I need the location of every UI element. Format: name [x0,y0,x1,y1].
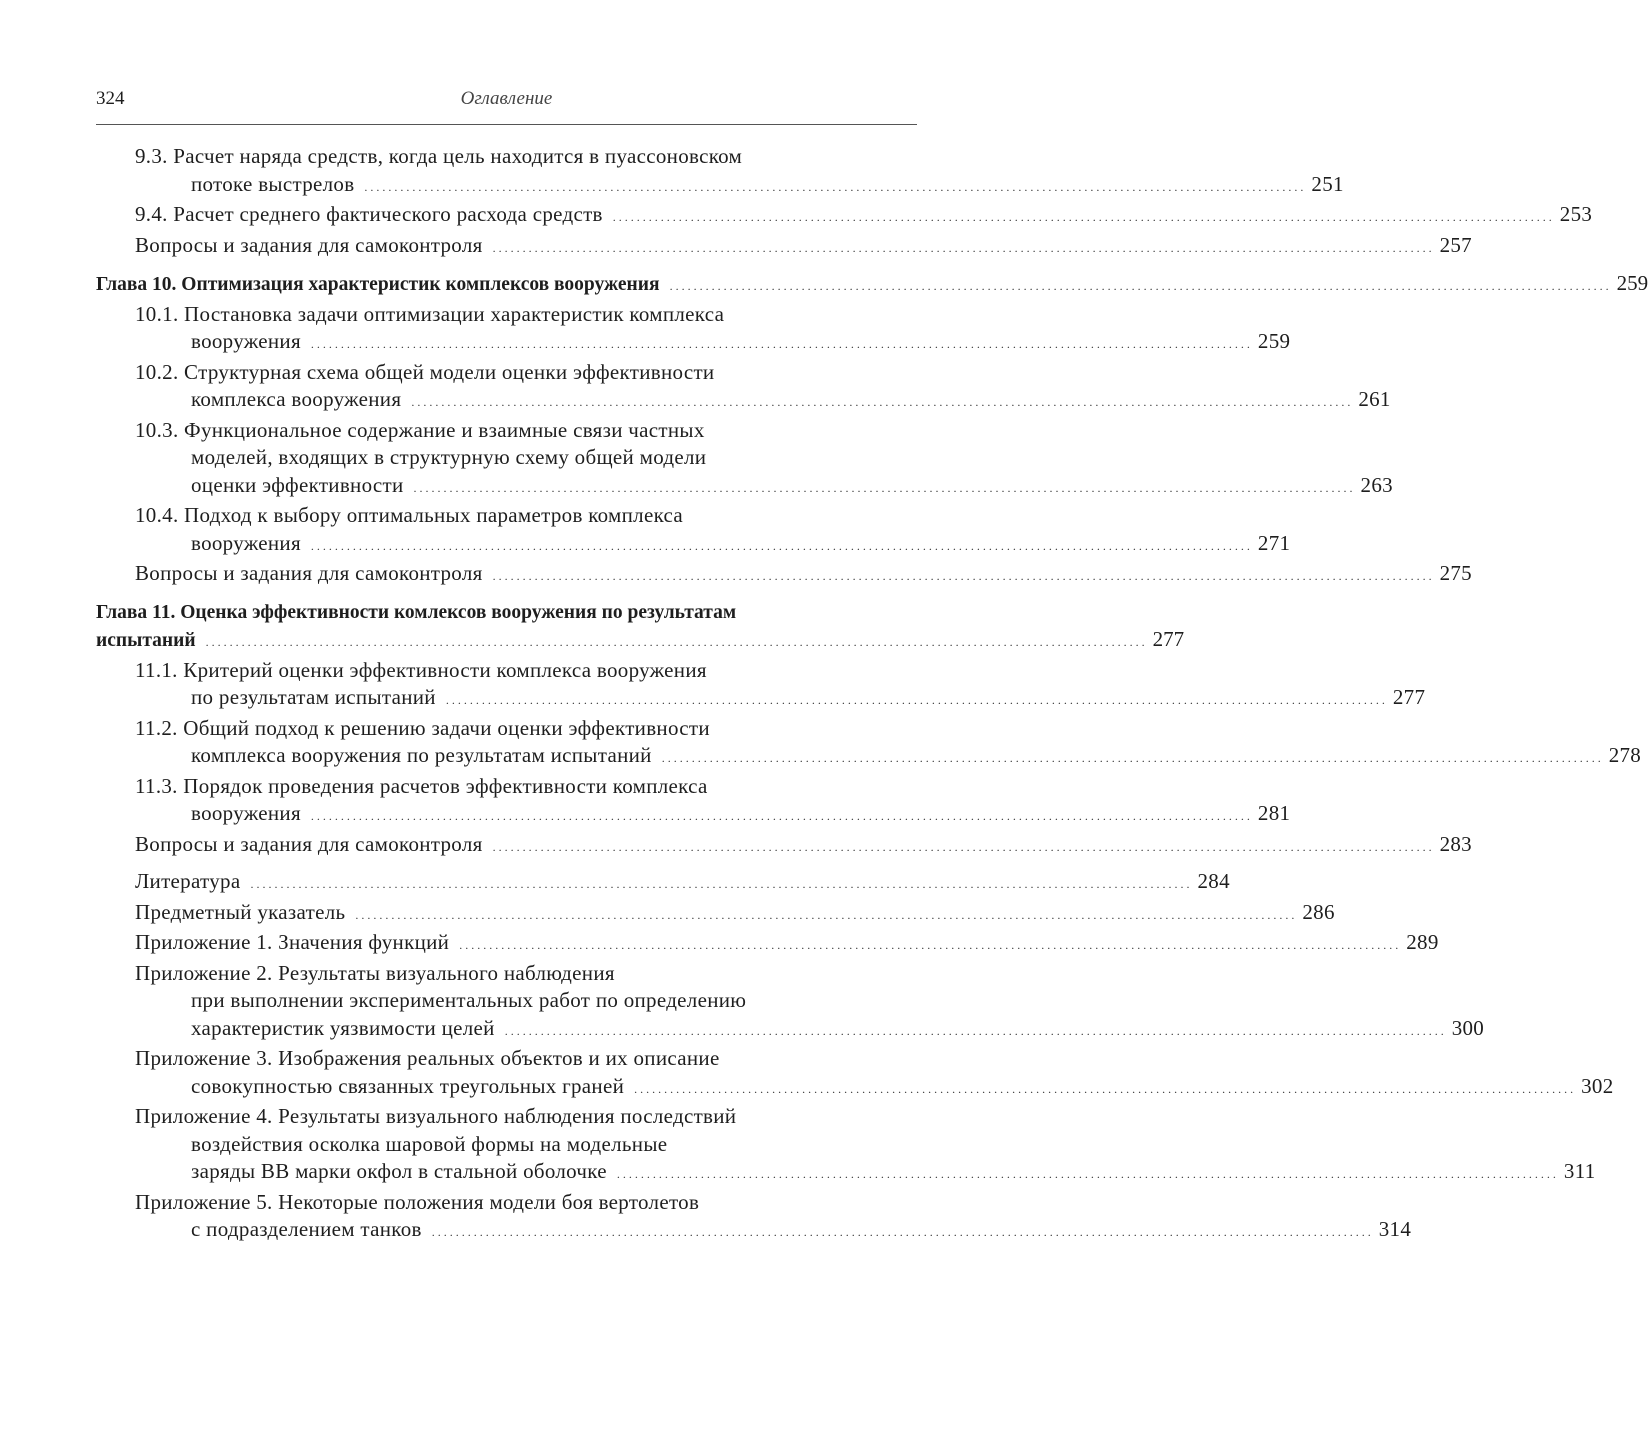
toc-line: Приложение 3. Изображения реальных объектов и их описание [135,1046,720,1070]
toc-entry-title: по результатам испытаний [191,685,436,709]
toc-entry-title: заряды ВВ марки окфол в стальной оболочке [191,1159,607,1183]
toc-page-number: 261 [1358,387,1391,411]
toc-line: Приложение 4. Результаты визуального наблюдения последствий [135,1104,737,1128]
toc-line [135,201,1593,232]
toc-entry[interactable] [96,831,1472,862]
toc-line: Глава 11. Оценка эффективности комлексов вооружения по результатам [96,601,737,623]
toc-line [135,742,1642,773]
dot-leader [459,930,1398,954]
toc-entry-title: Вопросы и задания для самоконтроля [135,831,483,856]
toc-page-number: 311 [1563,1159,1596,1183]
toc-line [135,386,1391,417]
page-header [96,84,917,125]
toc-line [135,1015,1485,1046]
toc-line [135,929,1439,960]
toc-line: Приложение 5. Некоторые положения модели боя вертолетов [135,1189,700,1214]
dot-leader [662,743,1601,767]
toc-line [135,232,1472,263]
toc-page-number: 251 [1311,171,1344,196]
dot-leader [493,233,1432,257]
toc-entry[interactable] [96,502,1291,560]
toc-entry-title: с подразделением танков [191,1217,422,1241]
toc-page-number: 314 [1378,1217,1412,1241]
dot-leader [493,561,1432,585]
toc-chapter[interactable] [96,599,1185,657]
toc-entry[interactable] [96,1103,1596,1189]
toc-line [135,684,1426,715]
toc-line: моделей, входящих в структурную схему общей модели [191,445,707,469]
dot-leader [670,274,1609,295]
dot-leader [432,1217,1371,1241]
toc-line: при выполнении экспериментальных работ по определению [191,988,747,1012]
dot-leader [446,685,1385,709]
toc-page-number: 275 [1439,561,1472,585]
toc-line: 10.1. Постановка задачи оптимизации характеристик комплекса [135,301,725,326]
toc-page-number: 259 [1257,329,1291,353]
dot-leader [355,900,1294,924]
toc-entry[interactable] [96,232,1472,263]
toc-page-number: 271 [1257,530,1291,555]
toc-entry[interactable] [96,201,1593,232]
dot-leader [493,832,1432,856]
dot-leader [311,801,1250,825]
toc-line [135,1216,1412,1247]
toc-entry[interactable] [96,359,1391,417]
toc-line: 11.2. Общий подход к решению задачи оценки эффективности [135,715,710,740]
toc-entry[interactable] [96,929,1439,960]
toc-page-number: 257 [1439,232,1472,257]
toc-entry-title: комплекса вооружения [191,387,402,411]
toc-line: 11.1. Критерий оценки эффективности комплекса вооружения [135,657,707,682]
toc-entry-title: 9.4. Расчет среднего фактического расхода средств [135,202,603,226]
toc-entry[interactable] [96,960,1485,1046]
toc-entry-title: совокупностью связанных треугольных граней [191,1073,625,1098]
toc-entry-title: комплекса вооружения по результатам испытаний [191,743,652,767]
toc-entry[interactable] [96,560,1472,591]
dot-leader [311,329,1250,353]
toc-entry-title: характеристик уязвимости целей [191,1015,495,1040]
toc-line: 10.3. Функциональное содержание и взаимные связи частных [135,417,705,442]
toc-entry[interactable] [96,143,1344,201]
toc-entry[interactable] [96,657,1426,715]
toc-entry[interactable] [96,715,1642,773]
toc-page-number: 302 [1581,1073,1614,1098]
toc-line [135,171,1344,202]
toc-line [135,899,1335,930]
dot-leader [617,1159,1556,1183]
toc-page-number: 277 [1152,627,1185,651]
toc-chapter[interactable] [96,270,1648,301]
toc-line [96,626,1185,657]
toc-entry-title: Вопросы и задания для самоконтроля [135,232,483,257]
toc-page-number: 281 [1257,801,1291,825]
toc-entry[interactable] [96,301,1291,359]
toc-entry[interactable] [96,868,1230,899]
dot-leader [364,172,1303,196]
toc-page-number: 284 [1197,869,1230,893]
toc-line [135,800,1291,831]
toc-entry-title: оценки эффективности [191,472,404,497]
toc-entry-title: испытаний [96,630,196,651]
toc-entry[interactable] [96,1045,1614,1103]
toc-line [135,868,1230,899]
toc-page-number: 259 [1616,271,1648,295]
toc-page-number: 283 [1439,831,1472,856]
toc-entry-title: Литература [135,869,241,893]
toc-entry-title: Приложение 1. Значения функций [135,930,450,954]
toc-page-number: 277 [1392,685,1426,709]
toc-page-number: 286 [1302,899,1335,924]
toc-line [135,530,1291,561]
dot-leader [414,473,1353,497]
toc-line: 10.4. Подход к выбору оптимальных параметров комплекса [135,503,684,527]
toc-line: Приложение 2. Результаты визуального наблюдения [135,960,615,985]
toc-page-number: 300 [1451,1015,1485,1040]
page-number: 324 [96,88,125,109]
toc-line: 10.2. Структурная схема общей модели оценки эффективности [135,359,715,384]
toc-line: 11.3. Порядок проведения расчетов эффективности комплекса [135,773,708,798]
toc-entry[interactable] [96,773,1291,831]
toc-line: 9.3. Расчет наряда средств, когда цель находится в пуассоновском [135,144,743,168]
toc-entry-title: потоке выстрелов [191,171,355,196]
dot-leader [250,869,1189,893]
toc-entry-title: Вопросы и задания для самоконтроля [135,561,483,585]
dot-leader [613,202,1552,226]
toc-entry-title: вооружения [191,801,301,825]
toc-page-number: 263 [1360,472,1393,497]
toc-line [135,831,1472,862]
dot-leader [634,1074,1573,1098]
dot-leader [311,531,1250,555]
toc-entry[interactable] [96,1189,1412,1247]
dot-leader [206,630,1145,651]
toc-line [135,560,1472,591]
page-title: Оглавление [460,88,553,109]
toc-entry[interactable] [96,899,1335,930]
table-of-contents [96,143,1648,1247]
toc-entry-title: Предметный указатель [135,899,346,924]
dot-leader [411,387,1350,411]
toc-entry-title: вооружения [191,329,301,353]
toc-line [135,1073,1614,1104]
dot-leader [505,1016,1444,1040]
toc-page-number: 289 [1406,930,1439,954]
toc-line: воздействия осколка шаровой формы на модельные [191,1131,668,1156]
toc-line [96,270,1648,301]
toc-page-number: 278 [1608,743,1642,767]
toc-line [135,328,1291,359]
toc-line [135,1158,1596,1189]
toc-entry-title: вооружения [191,530,301,555]
toc-line [135,472,1393,503]
toc-page-number: 253 [1559,202,1593,226]
toc-entry[interactable] [96,417,1393,503]
toc-entry-title: Глава 10. Оптимизация характеристик комплексов вооружения [96,274,660,295]
